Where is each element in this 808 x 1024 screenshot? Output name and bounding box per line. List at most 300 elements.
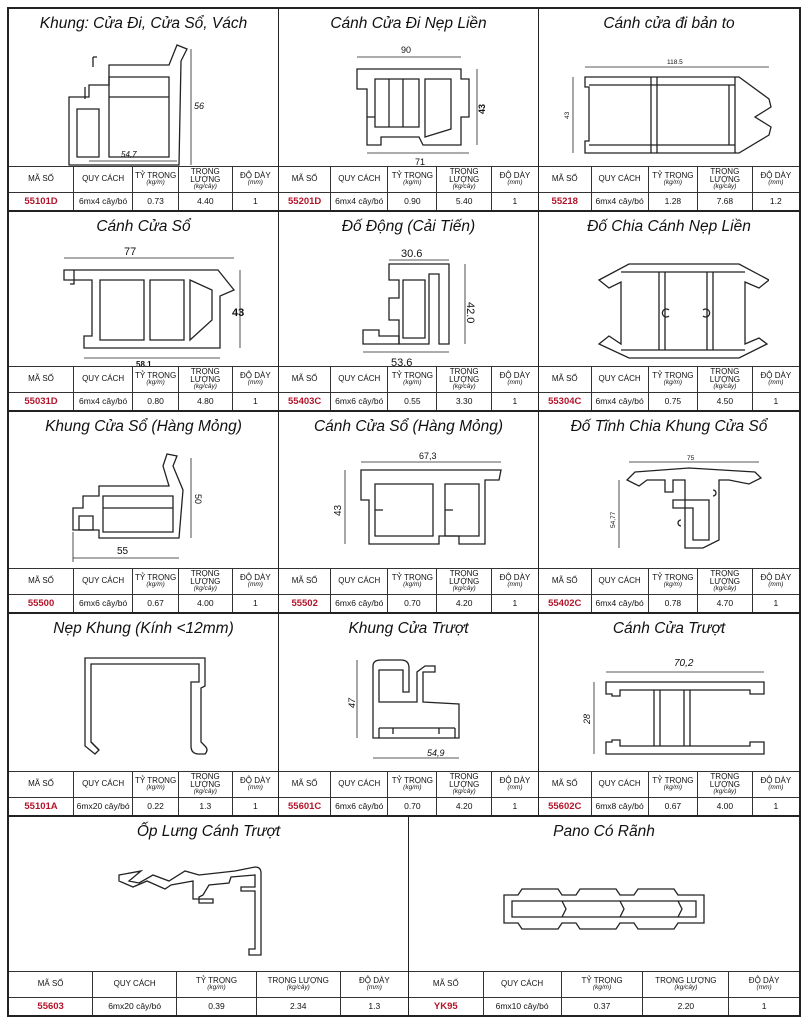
header-thickness xyxy=(752,569,799,595)
dimension-label: 77 xyxy=(123,246,136,258)
product-thickness: 1 xyxy=(232,393,278,411)
product-ratio: 0.67 xyxy=(648,798,697,816)
header-spec: QUY CÁCH xyxy=(93,972,177,998)
header-weight-label: TRỌNG LƯỢNG xyxy=(190,166,221,185)
header-thickness-label: ĐỘ DÀY xyxy=(760,572,792,582)
product-card-55101A xyxy=(9,614,279,817)
product-weight: 2.34 xyxy=(256,998,340,1016)
header-ratio xyxy=(388,772,437,798)
dimension-label: 43 xyxy=(332,504,344,516)
header-code: MÃ SỐ xyxy=(9,167,74,193)
header-ratio-unit: (kg/m) xyxy=(403,784,422,792)
header-thickness-unit: (mm) xyxy=(247,179,263,187)
product-thickness: 1 xyxy=(752,798,799,816)
header-weight xyxy=(437,167,491,193)
header-code: MÃ SỐ xyxy=(9,972,93,998)
profile-drawing xyxy=(539,440,799,570)
header-thickness-unit: (mm) xyxy=(756,984,772,992)
header-weight xyxy=(178,367,232,393)
header-weight-unit: (kg/cây) xyxy=(452,788,476,796)
header-ratio-unit: (kg/m) xyxy=(592,984,612,992)
header-ratio-label: TỶ TRỌNG xyxy=(652,572,694,582)
product-thickness: 1 xyxy=(491,798,538,816)
dimension-label: 54,9 xyxy=(426,748,445,758)
product-ratio: 0.39 xyxy=(177,998,257,1016)
product-thickness: 1.2 xyxy=(752,193,799,211)
header-weight-label: TRỌNG LƯỢNG xyxy=(709,568,740,587)
product-weight: 4.20 xyxy=(437,798,491,816)
header-thickness-label: ĐỘ DÀY xyxy=(760,170,792,180)
header-weight-unit: (kg/cây) xyxy=(713,183,737,191)
product-ratio: 0.70 xyxy=(388,798,437,816)
header-weight-unit: (kg/cây) xyxy=(452,585,476,593)
product-title: Pano Có Rãnh xyxy=(553,823,655,840)
header-code: MÃ SỐ xyxy=(539,167,591,193)
header-thickness-unit: (mm) xyxy=(247,581,263,589)
header-weight xyxy=(256,972,340,998)
header-thickness-unit: (mm) xyxy=(366,984,382,992)
product-ratio: 0.78 xyxy=(648,595,697,613)
product-thickness: 1 xyxy=(232,798,278,816)
header-ratio-label: TỶ TRỌNG xyxy=(134,572,177,582)
product-ratio: 0.55 xyxy=(388,393,437,411)
product-title: Cánh Cửa Đi Nẹp Liền xyxy=(330,15,487,32)
product-ratio: 0.70 xyxy=(388,595,437,613)
product-thickness: 1 xyxy=(491,393,538,411)
product-weight: 4.70 xyxy=(698,595,753,613)
header-thickness xyxy=(752,772,799,798)
header-weight-unit: (kg/cây) xyxy=(193,788,217,796)
header-weight-label: TRỌNG LƯỢNG xyxy=(267,975,329,985)
spec-table xyxy=(9,568,278,612)
header-thickness xyxy=(752,367,799,393)
header-thickness-label: ĐỘ DÀY xyxy=(358,975,390,985)
spec-table xyxy=(279,771,538,815)
dimension-label: 55 xyxy=(116,546,128,557)
profile-drawing xyxy=(279,642,538,772)
product-card-55031D xyxy=(9,212,279,412)
product-weight: 3.30 xyxy=(437,393,491,411)
profile-drawing xyxy=(539,240,799,370)
header-code: MÃ SỐ xyxy=(279,167,331,193)
header-code: MÃ SỐ xyxy=(409,972,483,998)
header-ratio-label: TỶ TRỌNG xyxy=(391,170,433,180)
product-thickness: 1 xyxy=(729,998,799,1016)
header-ratio xyxy=(648,772,697,798)
product-title: Cánh Cửa Sổ (Hàng Mỏng) xyxy=(313,418,504,435)
product-spec: 6mx4 cây/bó xyxy=(591,193,648,211)
header-thickness-label: ĐỘ DÀY xyxy=(499,170,531,180)
profile-drawing xyxy=(9,440,278,570)
dimension-label: 71 xyxy=(414,157,425,167)
header-thickness xyxy=(729,972,799,998)
header-spec: QUY CÁCH xyxy=(74,367,133,393)
product-card-55101D xyxy=(9,9,279,212)
header-thickness xyxy=(491,167,538,193)
dimension-label: 75 xyxy=(687,455,695,462)
header-spec: QUY CÁCH xyxy=(74,167,133,193)
product-ratio: 0.22 xyxy=(133,798,179,816)
header-weight-unit: (kg/cây) xyxy=(674,984,698,992)
product-thickness: 1 xyxy=(752,595,799,613)
catalog-row-3 xyxy=(9,412,799,614)
product-thickness: 1 xyxy=(752,393,799,411)
header-thickness-label: ĐỘ DÀY xyxy=(499,572,531,582)
product-spec: 6mx4 cây/bó xyxy=(591,393,648,411)
header-weight xyxy=(698,367,753,393)
header-thickness xyxy=(340,972,408,998)
spec-table xyxy=(539,568,799,612)
header-spec: QUY CÁCH xyxy=(591,772,648,798)
product-weight: 1.3 xyxy=(178,798,232,816)
header-ratio-label: TỶ TRỌNG xyxy=(652,775,694,785)
header-weight-unit: (kg/cây) xyxy=(713,383,737,391)
profile-drawing xyxy=(9,37,278,167)
product-weight: 5.40 xyxy=(437,193,491,211)
product-weight: 2.20 xyxy=(643,998,729,1016)
spec-table xyxy=(539,366,799,410)
product-ratio: 0.80 xyxy=(133,393,179,411)
header-thickness-unit: (mm) xyxy=(507,784,523,792)
product-spec: 6mx4 cây/bó xyxy=(74,193,133,211)
header-thickness-label: ĐỘ DÀY xyxy=(760,775,792,785)
header-thickness-unit: (mm) xyxy=(247,379,263,387)
header-spec: QUY CÁCH xyxy=(591,367,648,393)
header-thickness-label: ĐỘ DÀY xyxy=(240,572,271,582)
product-card-YK95 xyxy=(409,817,799,1015)
product-code: 55403C xyxy=(279,393,331,411)
product-ratio: 0.67 xyxy=(133,595,179,613)
catalog-row-1 xyxy=(9,9,799,212)
header-ratio-label: TỶ TRỌNG xyxy=(134,775,177,785)
profile-drawing xyxy=(279,440,538,570)
header-thickness xyxy=(232,167,278,193)
product-ratio: 1.28 xyxy=(648,193,697,211)
product-title: Đố Động (Cải Tiến) xyxy=(341,218,476,235)
header-weight xyxy=(698,167,753,193)
header-weight-label: TRỌNG LƯỢNG xyxy=(190,568,221,587)
product-title: Cánh cửa đi bản to xyxy=(603,15,735,32)
header-spec: QUY CÁCH xyxy=(74,772,133,798)
header-thickness-unit: (mm) xyxy=(768,379,784,387)
product-weight: 4.80 xyxy=(178,393,232,411)
product-spec: 6mx20 cây/bó xyxy=(74,798,133,816)
product-code: 55218 xyxy=(539,193,591,211)
header-thickness-label: ĐỘ DÀY xyxy=(748,975,780,985)
product-code: 55402C xyxy=(539,595,591,613)
header-ratio-label: TỶ TRỌNG xyxy=(134,170,177,180)
dimension-label: 67,3 xyxy=(418,451,437,461)
header-code: MÃ SỐ xyxy=(539,772,591,798)
dimension-label: 118.5 xyxy=(667,59,683,66)
header-weight-label: TRỌNG LƯỢNG xyxy=(449,166,480,185)
product-code: 55304C xyxy=(539,393,591,411)
product-card-55601C xyxy=(279,614,539,817)
product-ratio: 0.37 xyxy=(561,998,643,1016)
product-title: Cánh Cửa Trượt xyxy=(612,620,726,637)
product-weight: 4.50 xyxy=(698,393,753,411)
header-weight-label: TRỌNG LƯỢNG xyxy=(709,366,740,385)
product-spec: 6mx4 cây/bó xyxy=(331,193,388,211)
product-weight: 4.00 xyxy=(698,798,753,816)
product-spec: 6mx6 cây/bó xyxy=(331,595,388,613)
header-ratio-unit: (kg/m) xyxy=(146,179,165,187)
header-weight xyxy=(698,569,753,595)
header-ratio-unit: (kg/m) xyxy=(207,984,226,992)
profile-drawing xyxy=(279,37,538,167)
dimension-label: 70,2 xyxy=(674,658,694,669)
product-weight: 7.68 xyxy=(698,193,753,211)
header-thickness-unit: (mm) xyxy=(507,379,523,387)
header-weight-label: TRỌNG LƯỢNG xyxy=(190,366,221,385)
spec-table xyxy=(279,366,538,410)
profile-drawing xyxy=(9,642,278,772)
header-ratio xyxy=(648,167,697,193)
product-title: Đố Tĩnh Chia Khung Cửa Sổ xyxy=(570,418,768,435)
spec-table xyxy=(9,166,278,210)
header-thickness-unit: (mm) xyxy=(768,179,784,187)
product-ratio: 0.90 xyxy=(388,193,437,211)
header-weight xyxy=(178,167,232,193)
product-thickness: 1 xyxy=(232,193,278,211)
header-weight-label: TRỌNG LƯỢNG xyxy=(709,771,740,790)
product-card-55602C xyxy=(539,614,799,817)
header-spec: QUY CÁCH xyxy=(331,569,388,595)
header-ratio-unit: (kg/m) xyxy=(663,179,683,187)
catalog-row-2 xyxy=(9,212,799,412)
product-card-55603 xyxy=(9,817,409,1015)
catalog-sheet xyxy=(7,7,801,1017)
product-card-55201D xyxy=(279,9,539,212)
header-thickness xyxy=(232,772,278,798)
dimension-label: 58.1 xyxy=(135,360,152,369)
header-thickness-label: ĐỘ DÀY xyxy=(240,370,271,380)
header-weight xyxy=(437,569,491,595)
header-thickness-unit: (mm) xyxy=(507,179,523,187)
header-ratio xyxy=(388,569,437,595)
product-title: Nẹp Khung (Kính <12mm) xyxy=(53,620,234,637)
header-weight-label: TRỌNG LƯỢNG xyxy=(449,568,480,587)
dimension-label: 53.6 xyxy=(390,357,412,369)
header-ratio-label: TỶ TRỌNG xyxy=(391,572,433,582)
spec-table xyxy=(9,366,278,410)
product-weight: 4.40 xyxy=(178,193,232,211)
header-weight xyxy=(437,772,491,798)
header-spec: QUY CÁCH xyxy=(591,569,648,595)
product-card-55500 xyxy=(9,412,279,614)
header-thickness-label: ĐỘ DÀY xyxy=(499,370,531,380)
dimension-label: 42.0 xyxy=(463,302,476,324)
product-card-55402C xyxy=(539,412,799,614)
header-weight-unit: (kg/cây) xyxy=(713,585,737,593)
header-spec: QUY CÁCH xyxy=(591,167,648,193)
dimension-label: 90 xyxy=(400,45,411,55)
header-ratio-unit: (kg/m) xyxy=(146,581,165,589)
product-spec: 6mx10 cây/bó xyxy=(483,998,561,1016)
header-ratio xyxy=(388,167,437,193)
header-ratio xyxy=(133,367,179,393)
header-thickness xyxy=(752,167,799,193)
header-weight-label: TRỌNG LƯỢNG xyxy=(655,975,717,985)
product-code: 55502 xyxy=(279,595,331,613)
header-thickness-unit: (mm) xyxy=(507,581,523,589)
header-ratio xyxy=(133,569,179,595)
product-spec: 6mx6 cây/bó xyxy=(331,798,388,816)
product-spec: 6mx4 cây/bó xyxy=(591,595,648,613)
header-weight xyxy=(178,569,232,595)
spec-table xyxy=(409,971,799,1015)
header-weight-unit: (kg/cây) xyxy=(713,788,737,796)
header-weight-label: TRỌNG LƯỢNG xyxy=(449,366,480,385)
header-thickness xyxy=(491,367,538,393)
header-thickness xyxy=(232,569,278,595)
dimension-label: 43 xyxy=(564,111,571,119)
header-weight xyxy=(643,972,729,998)
product-spec: 6mx4 cây/bó xyxy=(74,393,133,411)
header-code: MÃ SỐ xyxy=(539,569,591,595)
header-ratio-label: TỶ TRỌNG xyxy=(391,775,433,785)
header-code: MÃ SỐ xyxy=(9,569,74,595)
product-code: 55031D xyxy=(9,393,74,411)
header-thickness-label: ĐỘ DÀY xyxy=(240,170,271,180)
dimension-label: 56 xyxy=(193,101,204,111)
header-spec: QUY CÁCH xyxy=(74,569,133,595)
spec-table xyxy=(539,166,799,210)
product-title: Khung Cửa Sổ (Hàng Mỏng) xyxy=(45,418,242,435)
header-ratio-label: TỶ TRỌNG xyxy=(652,170,694,180)
product-title: Đố Chia Cánh Nẹp Liền xyxy=(587,218,751,235)
profile-drawing xyxy=(409,845,799,965)
header-thickness-unit: (mm) xyxy=(247,784,263,792)
header-ratio xyxy=(177,972,257,998)
header-code: MÃ SỐ xyxy=(9,367,74,393)
header-code: MÃ SỐ xyxy=(279,569,331,595)
header-thickness-label: ĐỘ DÀY xyxy=(760,370,792,380)
header-weight-label: TRỌNG LƯỢNG xyxy=(190,771,221,790)
header-ratio-label: TỶ TRỌNG xyxy=(134,370,177,380)
product-thickness: 1 xyxy=(232,595,278,613)
product-ratio: 0.75 xyxy=(648,393,697,411)
product-code: 55101D xyxy=(9,193,74,211)
product-thickness: 1 xyxy=(491,595,538,613)
header-weight-unit: (kg/cây) xyxy=(193,585,217,593)
header-ratio xyxy=(561,972,643,998)
header-ratio-unit: (kg/m) xyxy=(403,379,422,387)
header-thickness xyxy=(232,367,278,393)
product-spec: 6mx6 cây/bó xyxy=(74,595,133,613)
header-ratio-unit: (kg/m) xyxy=(663,581,683,589)
header-weight-unit: (kg/cây) xyxy=(286,984,310,992)
header-spec: QUY CÁCH xyxy=(331,167,388,193)
header-ratio-label: TỶ TRỌNG xyxy=(195,975,238,985)
spec-table xyxy=(539,771,799,815)
header-thickness xyxy=(491,772,538,798)
header-ratio-unit: (kg/m) xyxy=(403,179,422,187)
catalog-row-4 xyxy=(9,614,799,817)
header-ratio xyxy=(133,772,179,798)
header-spec: QUY CÁCH xyxy=(331,367,388,393)
product-code: 55603 xyxy=(9,998,93,1016)
product-thickness: 1 xyxy=(491,193,538,211)
dimension-label: 47 xyxy=(346,697,357,708)
header-ratio-label: TỶ TRỌNG xyxy=(391,370,433,380)
product-code: 55602C xyxy=(539,798,591,816)
product-weight: 4.20 xyxy=(437,595,491,613)
profile-drawing xyxy=(539,642,799,772)
product-weight: 4.00 xyxy=(178,595,232,613)
spec-table xyxy=(9,771,278,815)
header-code: MÃ SỐ xyxy=(279,367,331,393)
product-ratio: 0.73 xyxy=(133,193,179,211)
header-thickness-label: ĐỘ DÀY xyxy=(240,775,271,785)
product-spec: 6mx6 cây/bó xyxy=(331,393,388,411)
profile-drawing xyxy=(539,37,799,167)
product-title: Khung: Cửa Đi, Cửa Sổ, Vách xyxy=(39,15,248,32)
dimension-label: 30.6 xyxy=(400,248,422,260)
header-thickness xyxy=(491,569,538,595)
profile-drawing xyxy=(9,845,408,965)
header-code: MÃ SỐ xyxy=(9,772,74,798)
dimension-label: 43 xyxy=(476,103,487,114)
header-weight-label: TRỌNG LƯỢNG xyxy=(709,166,740,185)
header-weight-unit: (kg/cây) xyxy=(193,383,217,391)
header-thickness-unit: (mm) xyxy=(768,784,784,792)
header-ratio-label: TỶ TRỌNG xyxy=(652,370,694,380)
product-code: 55101A xyxy=(9,798,74,816)
header-weight-label: TRỌNG LƯỢNG xyxy=(449,771,480,790)
header-ratio xyxy=(388,367,437,393)
product-title: Khung Cửa Trượt xyxy=(348,620,469,637)
product-code: 55500 xyxy=(9,595,74,613)
header-thickness-label: ĐỘ DÀY xyxy=(499,775,531,785)
product-card-55403C xyxy=(279,212,539,412)
spec-table xyxy=(279,568,538,612)
header-weight-unit: (kg/cây) xyxy=(452,383,476,391)
dimension-label: 54,77 xyxy=(610,511,617,528)
header-spec: QUY CÁCH xyxy=(331,772,388,798)
dimension-label: 28 xyxy=(582,713,592,724)
header-ratio xyxy=(648,569,697,595)
dimension-label: 43 xyxy=(231,307,244,319)
header-weight xyxy=(178,772,232,798)
product-card-55304C xyxy=(539,212,799,412)
product-spec: 6mx20 cây/bó xyxy=(93,998,177,1016)
header-ratio-unit: (kg/m) xyxy=(146,784,165,792)
header-ratio-unit: (kg/m) xyxy=(663,784,683,792)
header-code: MÃ SỐ xyxy=(539,367,591,393)
product-title: Ốp Lưng Cánh Trượt xyxy=(136,823,281,840)
product-card-55218 xyxy=(539,9,799,212)
product-code: 55601C xyxy=(279,798,331,816)
catalog-row-5 xyxy=(9,817,799,1015)
header-spec: QUY CÁCH xyxy=(483,972,561,998)
product-title: Cánh Cửa Sổ xyxy=(96,218,191,235)
spec-table xyxy=(9,971,408,1015)
profile-drawing xyxy=(279,240,538,370)
product-spec: 6mx8 cây/bó xyxy=(591,798,648,816)
header-weight xyxy=(698,772,753,798)
header-code: MÃ SỐ xyxy=(279,772,331,798)
header-weight-unit: (kg/cây) xyxy=(193,183,217,191)
header-ratio-unit: (kg/m) xyxy=(663,379,683,387)
profile-drawing xyxy=(9,240,278,370)
header-weight xyxy=(437,367,491,393)
dimension-label: 54,7 xyxy=(120,150,137,159)
product-code: YK95 xyxy=(409,998,483,1016)
spec-table xyxy=(279,166,538,210)
dimension-label: 50 xyxy=(192,494,203,505)
header-weight-unit: (kg/cây) xyxy=(452,183,476,191)
